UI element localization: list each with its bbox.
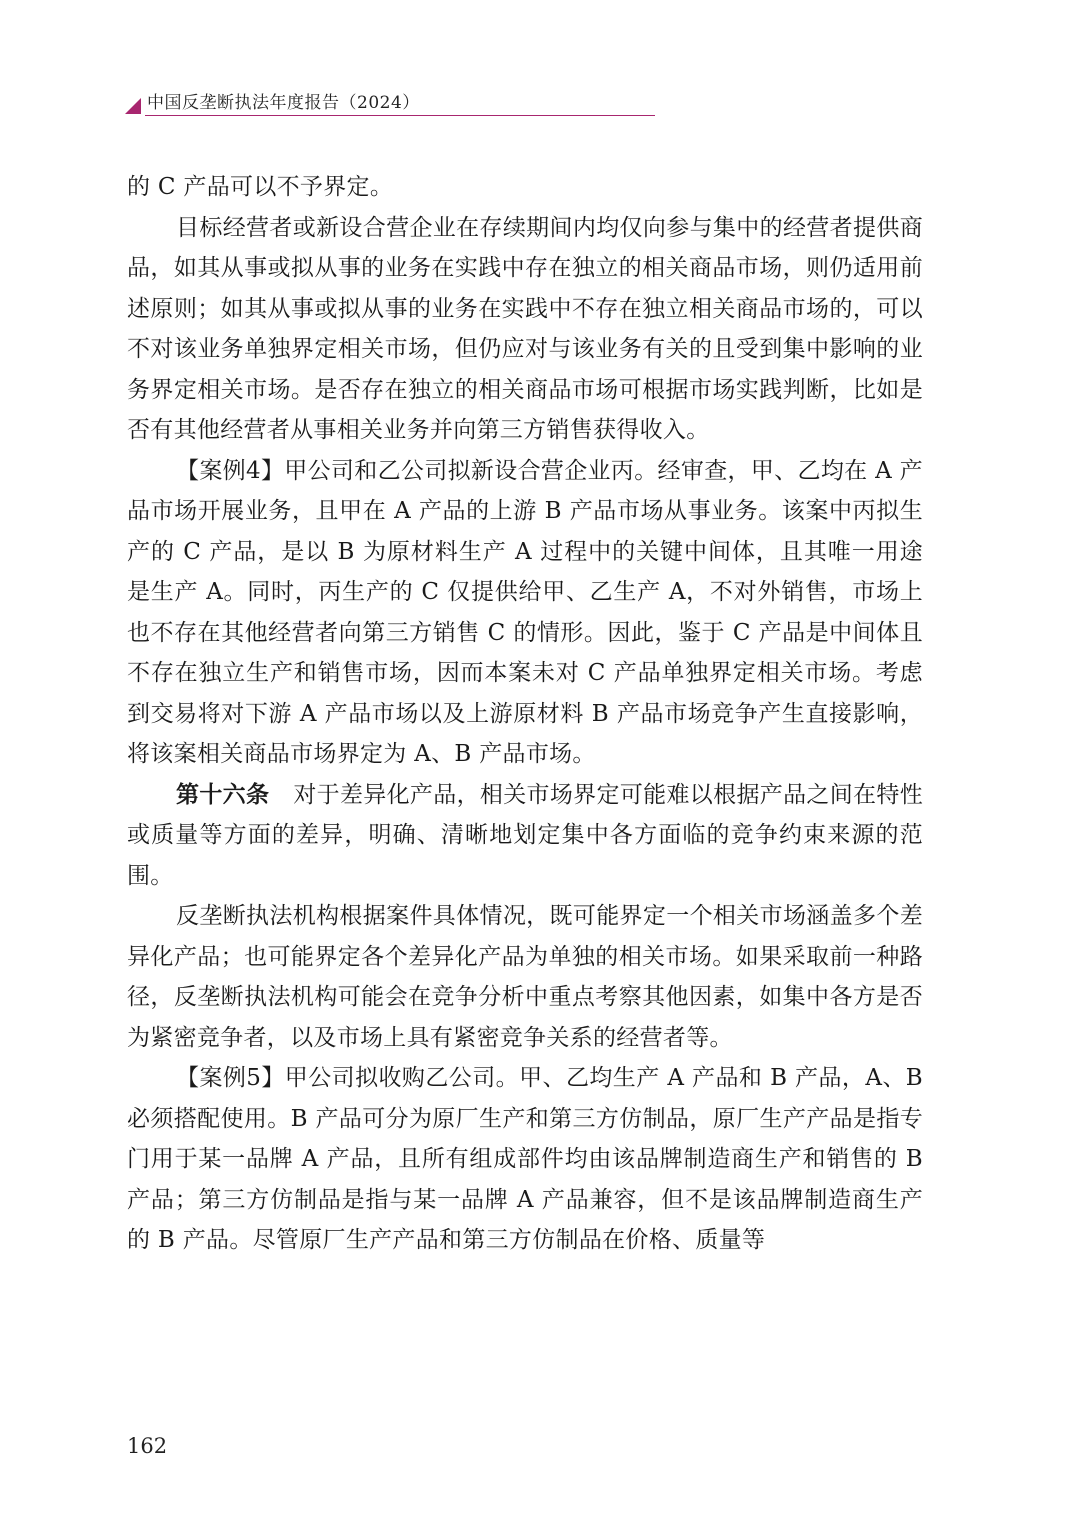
article-16-paragraph: [127, 775, 923, 897]
paragraph-continuation: 的 C 产品可以不予界定。: [127, 174, 394, 200]
paragraph: 目标经营者或新设合营企业在存续期间内均仅向参与集中的经营者提供商品，如其从事或拟从事的业务在实践中存在独立的相关商品市场，则仍适用前述原则；如其从事或拟从事的业务在实践中不存在独立相关商品市场的，可以不对该业务单独界定相关市场，但仍应对与该业务有关的且受到集中影响的业务界定相关市场。是否存在独立的相关商品市场可根据市场实践判断，比如是否有其他经营者从事相关业务并向第三方销售获得收入。: [127, 214, 923, 443]
article-16-text: 对于差异化产品，相关市场界定可能难以根据产品之间在特性或质量等方面的差异，明确、清晰地划定集中各方面临的竞争约束来源的范围。: [127, 781, 923, 889]
case-5-paragraph: 【案例5】甲公司拟收购乙公司。甲、乙均生产 A 产品和 B 产品，A、B 必须搭配使用。B 产品可分为原厂生产和第三方仿制品，原厂生产产品是指专门用于某一品牌 A 产品，且所有组成部件均由该品牌制造商生产和销售的 B 产品；第三方仿制品是指与某一品牌 A 产品兼容，但不是该品牌制造商生产的 B 产品。尽管原厂生产产品和第三方仿制品在价格、质量等: [127, 1065, 923, 1253]
page-number: 162: [127, 1434, 168, 1458]
body-text: [127, 167, 923, 1261]
case-4-paragraph: 【案例4】甲公司和乙公司拟新设合营企业丙。经审查，甲、乙均在 A 产品市场开展业务，且甲在 A 产品的上游 B 产品市场从事业务。该案中丙拟生产的 C 产品，是以 B 为原材料生产 A 过程中的关键中间体，且其唯一用途是生产 A。同时，丙生产的 C 仅提供给甲、乙生产 A，不对外销售，市场上也不存在其他经营者向第三方销售 C 的情形。因此，鉴于 C 产品是中间体且不存在独立生产和销售市场，因而本案未对 C 产品单独界定相关市场。考虑到交易将对下游 A 产品市场以及上游原材料 B 产品市场竞争产生直接影响，将该案相关商品市场界定为 A、B 产品市场。: [127, 457, 923, 767]
paragraph: 反垄断执法机构根据案件具体情况，既可能界定一个相关市场涵盖多个差异化产品；也可能界定各个差异化产品为单独的相关市场。如果采取前一种路径，反垄断执法机构可能会在竞争分析中重点考察其他因素，如集中各方是否为紧密竞争者，以及市场上具有紧密竞争关系的经营者等。: [127, 903, 923, 1051]
header-rule: [145, 115, 655, 116]
header-triangle-icon: [125, 98, 141, 114]
running-header: [125, 88, 655, 118]
article-16-label: 第十六条: [176, 780, 270, 808]
header-title: 中国反垄断执法年度报告（2024）: [147, 93, 420, 113]
